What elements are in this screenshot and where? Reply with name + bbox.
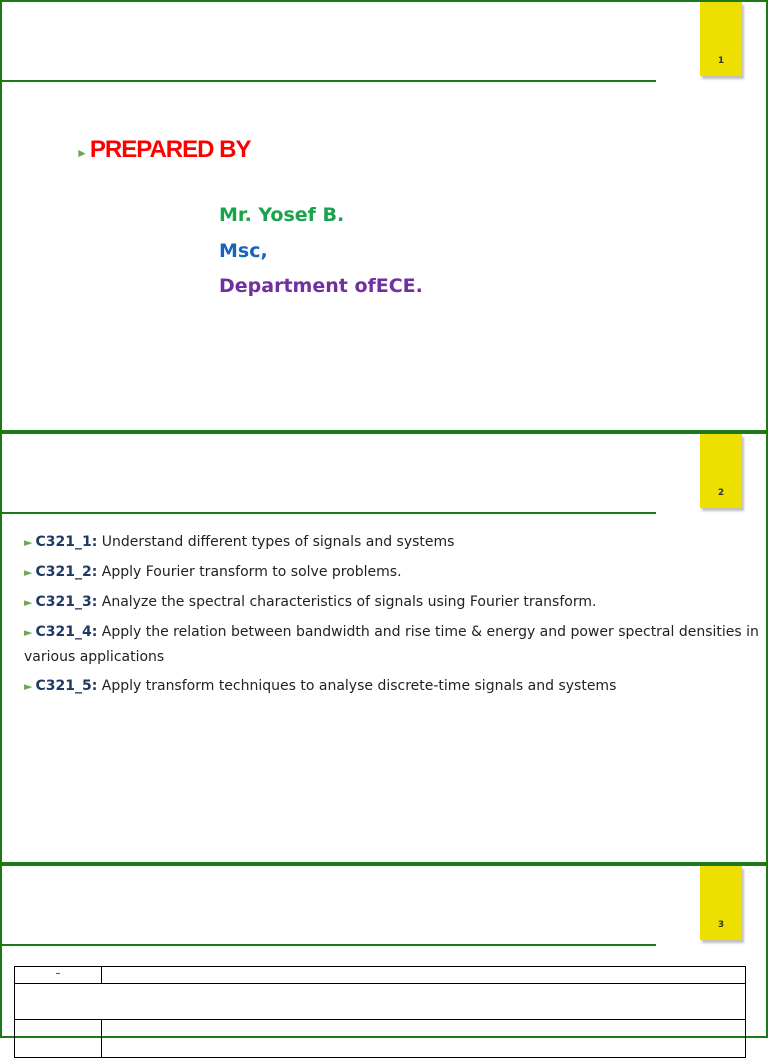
heading-text: PREPARED BY <box>89 136 251 163</box>
triangle-right-icon: ► <box>24 680 33 693</box>
header-rule <box>2 80 656 82</box>
outcome-text: Understand different types of signals and systems <box>97 534 455 550</box>
triangle-right-icon: ► <box>24 536 33 549</box>
outcome-code: C321_1: <box>35 534 98 550</box>
list-item <box>24 590 760 615</box>
table-cell: – <box>15 967 102 984</box>
triangle-right-icon: ► <box>24 596 33 609</box>
slide-1 <box>0 0 768 432</box>
slide-3 <box>0 864 768 1038</box>
page-number-tab <box>700 2 742 76</box>
triangle-right-icon: ► <box>76 146 88 160</box>
outcome-code: C321_2: <box>35 564 98 580</box>
page-number: 1 <box>717 56 725 66</box>
outcome-text: Apply the relation between bandwidth and rise time & energy and power spectral densities in various applications <box>24 624 759 665</box>
triangle-right-icon: ► <box>24 566 33 579</box>
list-item <box>24 674 760 699</box>
triangle-right-icon: ► <box>24 626 33 639</box>
page-number-tab <box>700 434 742 508</box>
page-number: 3 <box>717 920 725 930</box>
table-column-divider <box>101 1019 102 1057</box>
content-table <box>14 966 746 1058</box>
page-number: 2 <box>717 488 725 498</box>
table-cell <box>102 967 745 984</box>
author-department: Department ofECE. <box>219 275 423 297</box>
outcome-text: Analyze the spectral characteristics of signals using Fourier transform. <box>97 594 597 610</box>
list-item <box>24 620 760 669</box>
slide-2 <box>0 432 768 864</box>
outcome-code: C321_4: <box>35 624 98 640</box>
prepared-by-heading <box>76 136 250 164</box>
author-degree: Msc, <box>219 240 268 262</box>
outcome-code: C321_5: <box>35 678 98 694</box>
list-item <box>24 560 760 585</box>
outcome-text: Apply Fourier transform to solve problems. <box>97 564 402 580</box>
header-rule <box>2 944 656 946</box>
page-number-tab <box>700 866 742 940</box>
header-rule <box>2 512 656 514</box>
table-row-divider <box>15 1019 745 1020</box>
course-outcomes-list <box>24 530 760 704</box>
list-item <box>24 530 760 555</box>
author-name: Mr. Yosef B. <box>219 204 345 226</box>
outcome-text: Apply transform techniques to analyse discrete-time signals and systems <box>97 678 617 694</box>
outcome-code: C321_3: <box>35 594 98 610</box>
